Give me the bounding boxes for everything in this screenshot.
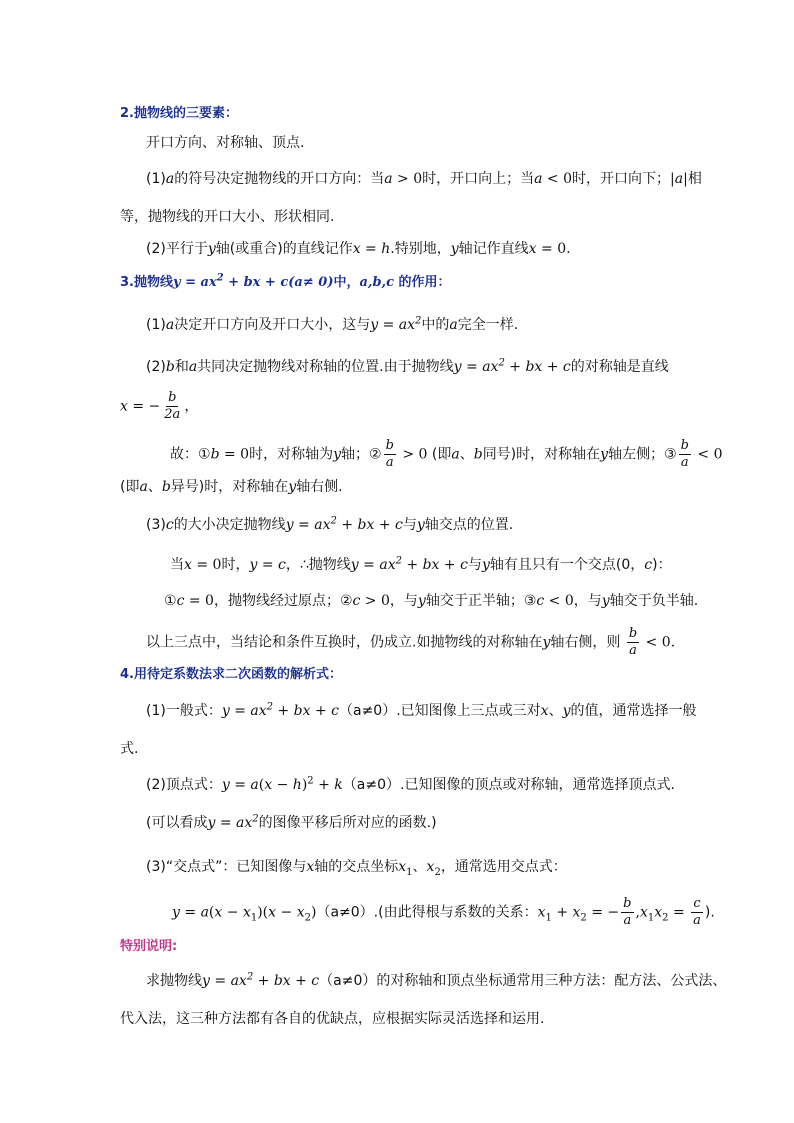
axis-formula: x = − $\frac{b}{2a}$ ， bbox=[120, 390, 199, 422]
section-3-reason-cont: (即a、b异号)时，对称轴在y轴右侧. bbox=[120, 479, 343, 495]
section-3-heading: 3.抛物线$y = ax^2$ + bx + c(a≠ 0)中，a,b,c 的作用： bbox=[120, 272, 451, 290]
section-3-point-2: (2)b和a共同决定抛物线对称轴的位置.由于抛物线$y = ax^2$ + bx + c的对称轴是直线 bbox=[146, 357, 669, 375]
special-note-text: 求抛物线$y = ax^2$ + bx + c（a≠0）的对称轴和顶点坐标通常用三种方法：配方法、公式法、 bbox=[146, 971, 727, 989]
special-note-heading: 特别说明: bbox=[120, 939, 178, 954]
section-3-point-1: (1)a决定开口方向及开口大小，这与$y = ax^2$中的a完全一样. bbox=[146, 315, 519, 333]
section-3-reason: 故：①b = 0时，对称轴为y轴；② $\frac{b}{a}$ > 0 (即a、b同号)时，对称轴在y轴左侧；③ $\frac{b}{a}$ < 0 bbox=[170, 438, 723, 470]
section-4-point-3: (3)“交点式”：已知图像与x轴的交点坐标$x_1$、$x_2$，通常选用交点式： bbox=[146, 859, 567, 878]
section-2-point-2: (2)平行于y轴(或重合)的直线记作x = h.特别地，y轴记作直线x = 0. bbox=[146, 241, 571, 257]
section-4-point-1: (1)一般式：$y = ax^2$ + bx + c（a≠0）.已知图像上三点或三对x、y的值，通常选择一般 bbox=[146, 701, 697, 719]
section-4-point-2: (2)顶点式：$y = a(x - h)^2 + k(a\ne 0)$.已知图像的顶点或对称轴，通常选择顶点式. bbox=[146, 775, 675, 793]
section-2-point-1-cont: 等，抛物线的开口大小、形状相同. bbox=[120, 209, 335, 225]
section-3-conclusion: 以上三点中，当结论和条件互换时，仍成立.如抛物线的对称轴在y轴右侧，则 $\frac{b}{a}$ < 0. bbox=[146, 626, 676, 658]
section-4-point-2-note: (可以看成$y = ax^2$的图像平移后所对应的函数.) bbox=[146, 813, 437, 831]
section-2-point-1: (1)a的符号决定抛物线的开口方向：当a > 0时，开口向上；当a < 0时，开口向下；|a|相 bbox=[146, 171, 702, 187]
section-2-intro: 开口方向、对称轴、顶点. bbox=[146, 135, 305, 151]
section-4-heading: 4.用待定系数法求二次函数的解析式： bbox=[120, 667, 342, 682]
section-3-when: 当x = 0时，y = c，∴抛物线$y = ax^2$ + bx + c与y轴有且只有一个交点(0，c)： bbox=[170, 555, 672, 573]
section-4-point-1-cont: 式. bbox=[120, 741, 139, 757]
special-note-text-cont: 代入法，这三种方法都有各自的优缺点，应根据实际灵活选择和运用. bbox=[120, 1011, 545, 1027]
section-3-point-3: (3)c的大小决定抛物线$y = ax^2$ + bx + c与y轴交点的位置. bbox=[146, 515, 514, 533]
section-2-heading: 2.抛物线的三要素： bbox=[120, 106, 238, 121]
section-3-cases: ①c = 0，抛物线经过原点；②c > 0，与y轴交于正半轴；③c < 0，与y轴交于负半轴. bbox=[164, 593, 699, 609]
section-4-intercept-formula: $y = a(x - x_1)(x - x_2)(a\ne 0)$.(由此得根与系数的关系：$x_1 + x_2$ = − $\frac{b}{a}$ $,x_1x_2$ = $\frac{c}{a}$ ). bbox=[172, 896, 715, 928]
